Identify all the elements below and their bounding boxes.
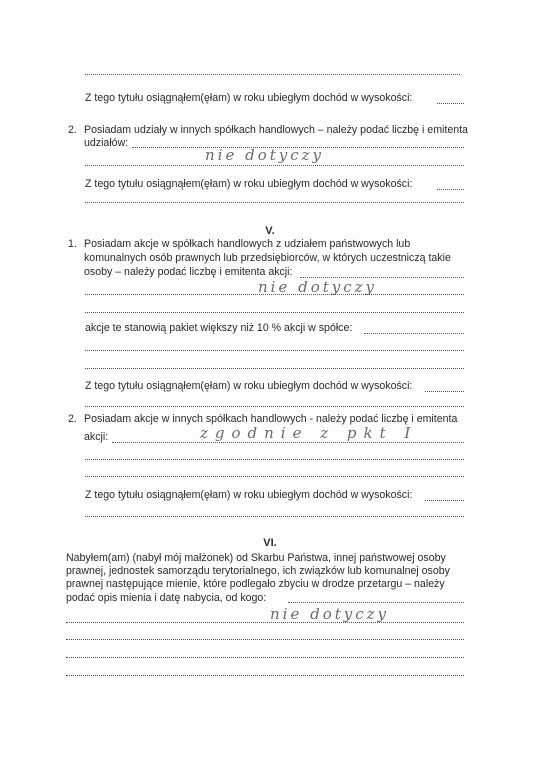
- handwritten-entry: nie dotyczy: [270, 605, 390, 623]
- section-heading: V.: [265, 225, 275, 237]
- dotted-line: [85, 348, 464, 351]
- dotted-line: [66, 655, 464, 658]
- dotted-line: [85, 514, 464, 517]
- item-text: prawnej następujące mienie, które podlegało zbyciu w drodze przetargu – należy: [66, 578, 445, 590]
- dotted-line: [85, 366, 464, 369]
- income-label: Z tego tytułu osiągnąłem(ęłam) w roku ubiegłym dochód w wysokości:: [85, 178, 413, 190]
- income-label: Z tego tytułu osiągnąłem(ęłam) w roku ubiegłym dochód w wysokości:: [85, 489, 413, 501]
- dotted-line: [85, 292, 464, 295]
- handwritten-entry: nie dotyczy: [205, 146, 325, 164]
- package-label: akcje te stanowią pakiet większy niż 10 % akcji w spółce:: [85, 322, 353, 334]
- dotted-line: [66, 673, 464, 676]
- item-number: 2.: [68, 124, 77, 136]
- dotted-line: [425, 498, 464, 501]
- item-text: prawnej, jednostek samorządu terytorialnego, ich związków lub komunalnej osoby: [66, 565, 450, 577]
- dotted-line: [85, 457, 464, 460]
- dotted-line: [364, 331, 464, 334]
- handwritten-entry: zgodnie z pkt I: [200, 424, 418, 442]
- item-number: 1.: [68, 238, 77, 250]
- dotted-line: [85, 72, 460, 75]
- dotted-line: [66, 637, 464, 640]
- item-number: 2.: [68, 413, 77, 425]
- dotted-line: [437, 187, 464, 190]
- dotted-line: [288, 600, 464, 603]
- section-heading: VI.: [263, 537, 277, 549]
- item-text: osoby – należy podać liczbę i emitenta akcji:: [84, 266, 293, 278]
- item-text: akcji:: [84, 431, 109, 443]
- dotted-line: [85, 474, 464, 477]
- dotted-line: [85, 404, 464, 407]
- item-text: Posiadam akcje w innych spółkach handlowych - należy podać liczbę i emitenta: [84, 413, 458, 425]
- item-text: Posiadam udziały w innych spółkach handlowych – należy podać liczbę i emitenta: [84, 124, 468, 136]
- item-text: udziałów:: [84, 137, 129, 149]
- income-label: Z tego tytułu osiągnąłem(ęłam) w roku ubiegłym dochód w wysokości:: [85, 380, 413, 392]
- item-text: Posiadam akcje w spółkach handlowych z udziałem państwowych lub: [84, 238, 411, 250]
- dotted-line: [85, 163, 464, 166]
- dotted-line: [437, 101, 464, 104]
- item-text: podać opis mienia i datę nabycia, od kogo:: [66, 592, 267, 604]
- dotted-line: [66, 620, 464, 623]
- item-text: Nabyłem(am) (nabył mój małżonek) od Skarbu Państwa, innej państwowej osoby: [66, 552, 446, 564]
- dotted-line: [85, 200, 464, 203]
- handwritten-entry: nie dotyczy: [258, 278, 378, 296]
- dotted-line: [425, 389, 464, 392]
- income-label: Z tego tytułu osiągnąłem(ęłam) w roku ubiegłym dochód w wysokości:: [85, 92, 413, 104]
- dotted-line: [85, 310, 464, 313]
- item-text: komunalnych osób prawnych lub przedsiębiorców, w których uczestniczą takie: [84, 252, 451, 264]
